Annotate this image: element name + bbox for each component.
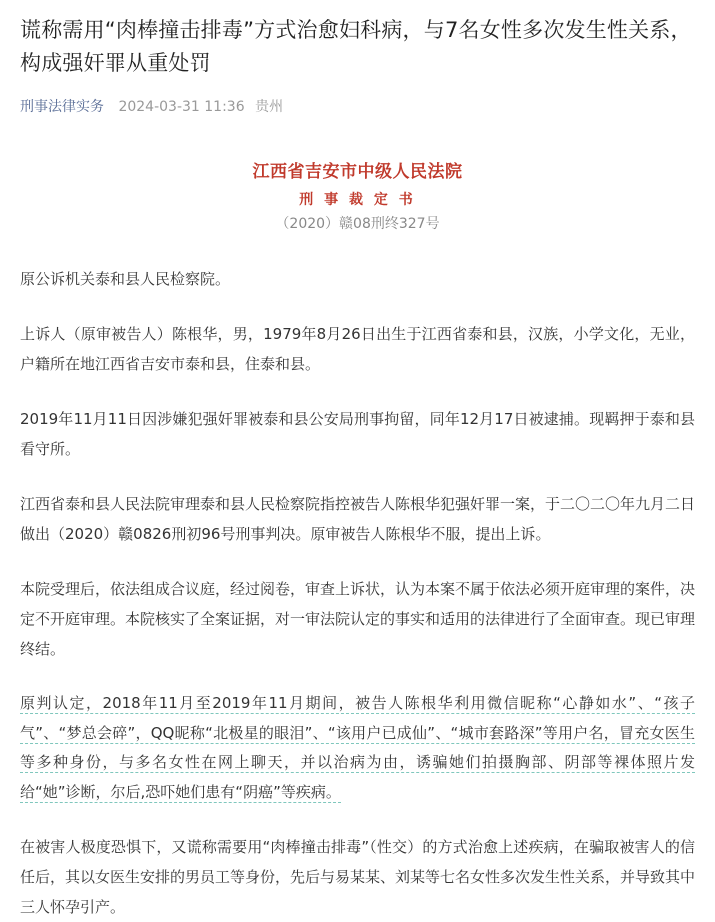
paragraph-offense: 在被害人极度恐惧下，又谎称需要用“肉棒撞击排毒”（性交）的方式治愈上述疾病，在骗取被害人的信任后，其以女医生安排的男员工等身份，先后与易某某、刘某等七名女性多次发生性关系，并导致其中三人怀孕引产。 bbox=[20, 838, 696, 916]
paragraph-findings-text: 原判认定，2018年11月至2019年11月期间，被告人陈根华利用微信昵称“心静如水”、“孩子气”、“梦总会碎”，QQ昵称“北极星的眼泪”、“该用户已成仙”、“城市套路深”等用户名，冒充女医生等多种身份，与多名女性在网上聊天，并以治病为由，诱骗她们拍摄胸部、阴部等裸体照片发给“她”诊断，尔后,恐吓她们患有“阴癌”等疾病。 bbox=[20, 694, 695, 801]
court-name: 江西省吉安市中级人民法院 bbox=[252, 162, 463, 182]
paragraph-appellant: 上诉人（原审被告人）陈根华，男，1979年8月26日出生于江西省泰和县，汉族，小学文化，无业，户籍所在地江西省吉安市泰和县，住泰和县。 bbox=[20, 325, 695, 373]
paragraph-findings bbox=[20, 689, 695, 807]
publish-location: 贵州 bbox=[255, 99, 284, 115]
document-type: 刑 事 裁 定 书 bbox=[299, 192, 416, 208]
paragraph-prosecutor: 原公诉机关泰和县人民检察院。 bbox=[20, 270, 231, 288]
article-page bbox=[0, 14, 715, 916]
paragraph-review: 本院受理后，依法组成合议庭，经过阅卷，审查上诉状，认为本案不属于依法必须开庭审理的案件，决定不开庭审理。本院核实了全案证据，对一审法院认定的事实和适用的法律进行了全面审查。现已审理终结。 bbox=[20, 580, 696, 658]
author-link[interactable]: 刑事法律实务 bbox=[20, 99, 104, 115]
article-body bbox=[20, 264, 695, 922]
publish-date: 2024-03-31 11:36 bbox=[118, 99, 245, 115]
article-meta bbox=[20, 98, 695, 116]
document-number: （2020）赣08刑终327号 bbox=[275, 216, 440, 232]
paragraph-detention: 2019年11月11日因涉嫌犯强奸罪被泰和县公安局刑事拘留，同年12月17日被逮捕。现羁押于泰和县看守所。 bbox=[20, 410, 695, 458]
article-title: 谎称需用“肉棒撞击排毒”方式治愈妇科病，与7名女性多次发生性关系，构成强奸罪从重处罚 bbox=[20, 18, 692, 75]
paragraph-first-trial: 江西省泰和县人民法院审理泰和县人民检察院指控被告人陈根华犯强奸罪一案，于二〇二〇年九月二日做出（2020）赣0826刑初96号刑事判决。原审被告人陈根华不服，提出上诉。 bbox=[20, 495, 696, 543]
document-header bbox=[20, 160, 695, 234]
